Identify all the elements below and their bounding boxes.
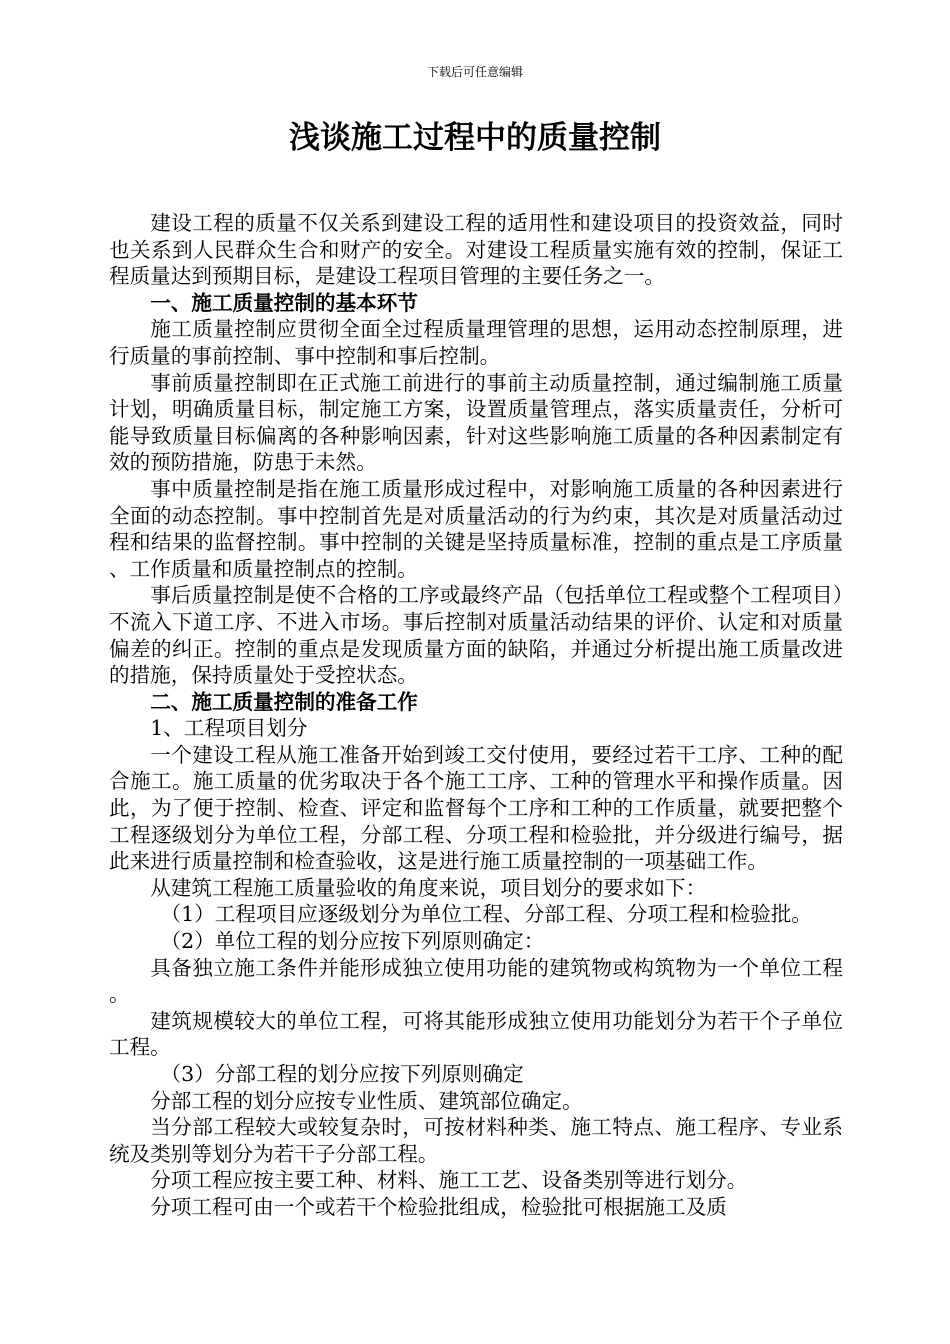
body-paragraph: 事中质量控制是指在施工质量形成过程中，对影响施工质量的各种因素进行全面的动态控制。事中控制首先是对质量活动的行为约束，其次是对质量活动过程和结果的监督控制。事中控制的关键是坚持质量标准，控制的重点是工序质量、工作质量和质量控制点的控制。 <box>109 476 843 581</box>
body-paragraph: 施工质量控制应贯彻全面全过程质量理管理的思想，运用动态控制原理，进行质量的事前控制、事中控制和事后控制。 <box>109 317 843 368</box>
header-note: 下载后可任意编辑 <box>426 65 523 79</box>
section-heading: 一、施工质量控制的基本环节 <box>150 290 418 315</box>
body-paragraph: 分项工程应按主要工种、材料、施工工艺、设备类别等进行划分。 <box>150 1168 748 1193</box>
body-paragraph: 建设工程的质量不仅关系到建设工程的适用性和建设项目的投资效益，同时也关系到人民群众生合和财产的安全。对建设工程质量实施有效的控制，保证工程质量达到预期目标，是建设工程项目管理的主要任务之一。 <box>109 211 843 289</box>
body-paragraph: 分部工程的划分应按专业性质、建筑部位确定。 <box>150 1088 583 1113</box>
body-paragraph: 分项工程可由一个或若干个检验批组成，检验批可根据施工及质 <box>150 1194 727 1219</box>
list-item: （1）工程项目应逐级划分为单位工程、分部工程、分项工程和检验批。 <box>160 902 813 927</box>
body-paragraph: 1、工程项目划分 <box>150 716 308 741</box>
list-item: （2）单位工程的划分应按下列原则确定： <box>160 929 545 954</box>
body-paragraph: 从建筑工程施工质量验收的角度来说，项目划分的要求如下： <box>150 875 707 900</box>
body-paragraph: 一个建设工程从施工准备开始到竣工交付使用，要经过若干工序、工种的配合施工。施工质量的优劣取决于各个施工工序、工种的管理水平和操作质量。因此，为了便于控制、检查、评定和监督每个工序和工种的工作质量，就要把整个工程逐级划分为单位工程，分部工程、分项工程和检验批，并分级进行编号，据此来进行质量控制和检查验收，这是进行施工质量控制的一项基础工作。 <box>109 742 843 874</box>
list-item: （3）分部工程的划分应按下列原则确定 <box>160 1062 524 1086</box>
document-title: 浅谈施工过程中的质量控制 <box>289 120 661 156</box>
body-paragraph: 建筑规模较大的单位工程，可将其能形成独立使用功能划分为若干个子单位工程。 <box>109 1008 843 1060</box>
document-body <box>109 210 843 1221</box>
body-paragraph: 事后质量控制是使不合格的工序或最终产品（包括单位工程或整个工程项目）不流入下道工序、不进入市场。事后控制对质量活动结果的评价、认定和对质量偏差的纠正。控制的重点是发现质量方面的缺陷，并通过分析提出施工质量改进的措施，保持质量处于受控状态。 <box>109 583 843 688</box>
section-heading: 二、施工质量控制的准备工作 <box>150 689 418 714</box>
body-paragraph: 事前质量控制即在正式施工前进行的事前主动质量控制，通过编制施工质量计划，明确质量目标，制定施工方案，设置质量管理点，落实质量责任，分析可能导致质量目标偏离的各种影响因素，针对这些影响施工质量的各种因素制定有效的预防措施，防患于未然。 <box>109 370 843 475</box>
body-paragraph: 具备独立施工条件并能形成独立使用功能的建筑物或构筑物为一个单位工程。 <box>109 955 843 1007</box>
body-paragraph: 当分部工程较大或较复杂时，可按材料种类、施工特点、施工程序、专业系统及类别等划分为若干子分部工程。 <box>109 1115 843 1166</box>
